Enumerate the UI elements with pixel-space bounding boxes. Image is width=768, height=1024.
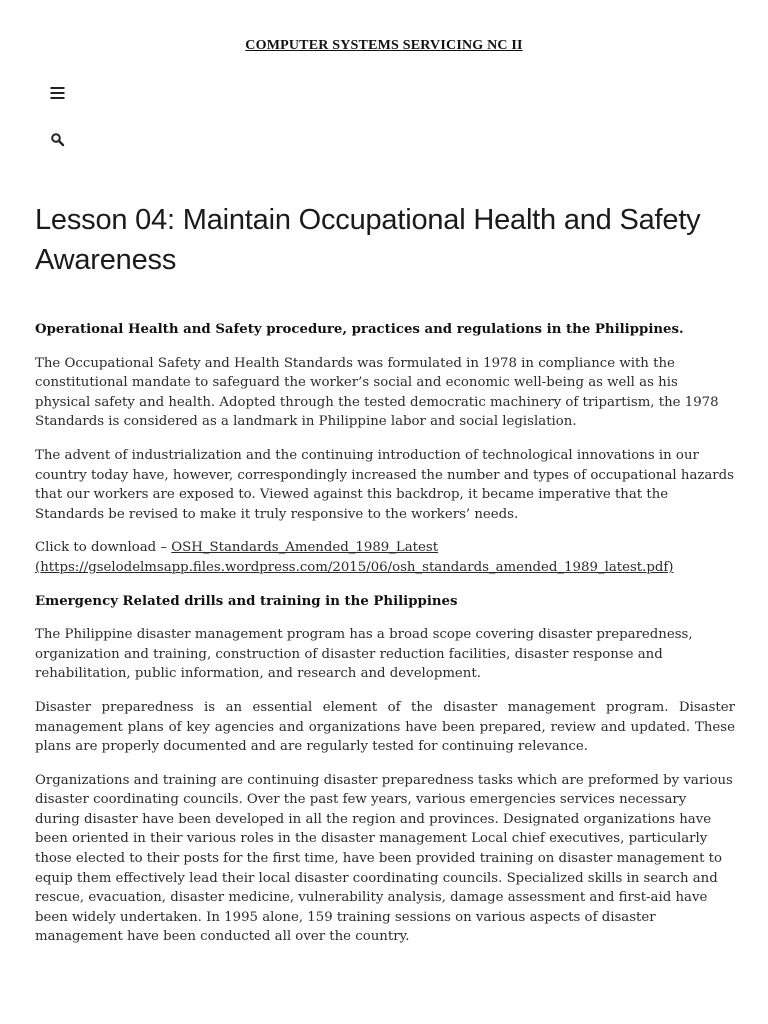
section-heading-osh: Operational Health and Safety procedure, practices and regulations in the Philippines. (35, 322, 684, 337)
paragraph-organizations-training: Organizations and training are continuing disaster preparedness tasks which are preformed by various disaster coordinating councils. Over the past few years, various emergencies services necessary during disaster have been developed in all the region and provinces. Designated organizations have been oriented in their various roles in the disaster management Local chief executives, particularly those elected to their posts for the first time, have been provided training on disaster management to equip them effectively lead their local disaster coordinating councils. Specialized skills in search and rescue, evacuation, disaster medicine, vulnerability analysis, damage assessment and first-aid have been widely undertaken. In 1995 alone, 159 training sessions on various aspects of disaster management have been conducted all over the country. (35, 772, 733, 945)
section-heading-emergency: Emergency Related drills and training in the Philippines (35, 593, 458, 609)
download-link-osh-pdf[interactable]: OSH_Standards_Amended_1989_Latest (https://gselodelmsapp.files.wordpress.com/2015/06/osh_standards_amended_1989_latest.pdf) (35, 540, 674, 575)
search-icon[interactable] (49, 131, 67, 149)
download-paragraph (35, 538, 735, 577)
paragraph-disaster-preparedness: Disaster preparedness is an essential element of the disaster management program. Disaster management plans of key agencies and organizations have been prepared, review and updated. These plans are properly documented and are regularly tested for continuing relevance. (35, 699, 735, 755)
paragraph-osh-standards: The Occupational Safety and Health Standards was formulated in 1978 in compliance with the constitutional mandate to safeguard the worker’s social and economic well-being as well as his physical safety and health. Adopted through the tested democratic machinery of tripartism, the 1978 Standards is considered as a landmark in Philippine labor and social legislation. (35, 355, 719, 430)
page-title: Lesson 04: Maintain Occupational Health and Safety Awareness (35, 204, 701, 276)
download-prefix: Click to download – (35, 540, 172, 556)
site-title-link[interactable]: COMPUTER SYSTEMS SERVICING NC II (245, 38, 523, 53)
article-content (35, 320, 735, 947)
site-header (0, 38, 768, 54)
article (35, 200, 735, 961)
paragraph-disaster-program: The Philippine disaster management program has a broad scope covering disaster preparedness, organization and training, construction of disaster reduction facilities, disaster response and rehabilitation, public information, and research and development. (35, 627, 693, 682)
paragraph-industrialization: The advent of industrialization and the continuing introduction of technological innovations in our country today have, however, correspondingly increased the number and types of occupational hazards that our workers are exposed to. Viewed against this backdrop, it became imperative that the Standards be revised to make it truly responsive to the workers’ needs. (35, 447, 735, 522)
hamburger-menu-icon[interactable] (49, 84, 67, 102)
